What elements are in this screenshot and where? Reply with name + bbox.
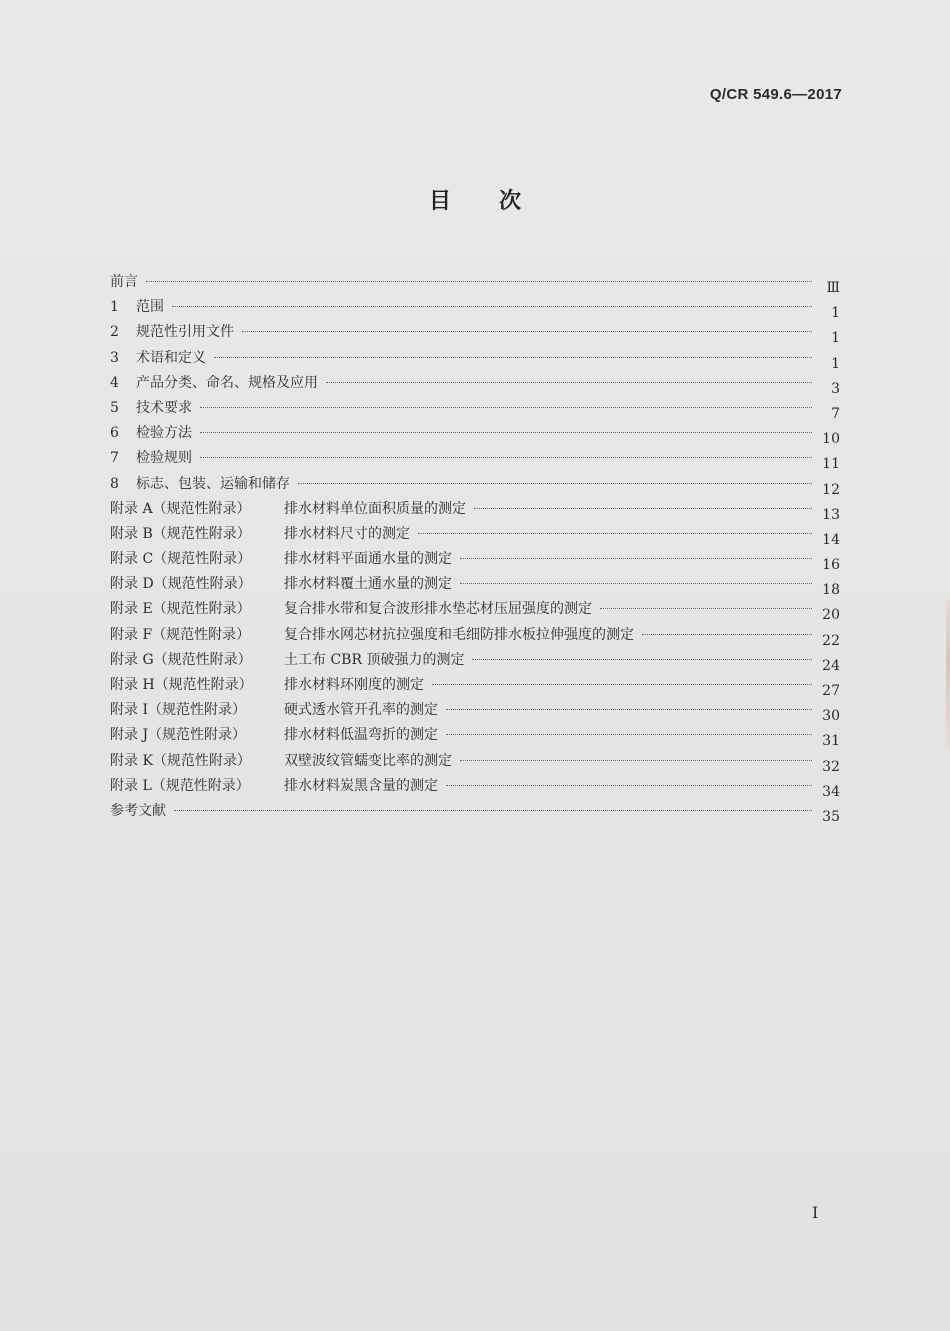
page-number: I [812,1203,819,1222]
toc-entry-page: 18 [822,582,840,599]
toc-entry-page: 16 [822,557,840,574]
toc-leader-dots [600,607,812,609]
toc-leader-dots [446,708,812,710]
toc-entry-appendix: 附录 H（规范性附录） [110,677,253,693]
toc-entry-page: Ⅲ [826,280,840,296]
toc-entry-label: 排水材料平面通水量的测定 [284,551,452,568]
toc-entry-page: 14 [822,531,840,548]
toc-entry-label: 范围 [136,299,164,316]
toc-entry[interactable] [110,799,840,824]
toc-entry-label: 检验方法 [136,425,192,442]
toc-leader-dots [460,582,812,584]
toc-entry[interactable] [110,572,840,597]
toc-entry-page: 12 [822,481,840,498]
toc-entry-appendix: 附录 D（规范性附录） [110,576,252,593]
toc-entry-number: 2 [110,324,119,341]
title-char-2: 次 [499,189,522,214]
toc-entry-page: 1 [831,305,840,322]
toc-entry-label: 复合排水网芯材抗拉强度和毛细防排水板拉伸强度的测定 [284,626,634,643]
toc-entry[interactable] [110,421,840,446]
toc-leader-dots [460,759,812,761]
toc-entry[interactable] [110,346,840,371]
toc-entry-label: 参考文献 [110,802,166,819]
toc-entry-page: 24 [822,657,840,674]
toc-entry-appendix: 附录 B（规范性附录） [110,525,251,542]
toc-entry[interactable] [110,320,840,345]
toc-leader-dots [214,356,812,358]
toc-entry[interactable] [110,547,840,572]
toc-entry[interactable] [110,597,840,622]
toc-entry-page: 20 [822,607,840,624]
toc-entry-appendix: 附录 I（规范性附录） [110,702,246,719]
toc-entry[interactable] [110,472,840,497]
toc-leader-dots [298,482,812,484]
toc-entry-page: 13 [822,506,840,523]
toc-leader-dots [446,784,812,786]
toc-entry-label: 产品分类、命名、规格及应用 [136,374,318,391]
toc-leader-dots [146,280,812,282]
toc-entry-appendix: 附录 F（规范性附录） [110,626,251,643]
toc-leader-dots [326,381,812,383]
toc-entry-label: 技术要求 [136,399,192,416]
toc-leader-dots [172,305,812,307]
scan-edge-mark [946,600,950,750]
toc-entry[interactable] [110,295,840,320]
toc-entry-appendix: 附录 J（规范性附录） [110,727,247,744]
document-code: Q/CR 549.6—2017 [709,86,842,103]
toc-entry-label: 双壁波纹管蠕变比率的测定 [284,752,452,769]
toc-entry-number: 5 [110,399,119,416]
toc-entry-page: 34 [822,783,840,800]
toc-entry[interactable] [110,446,840,471]
toc-entry-page: 30 [822,708,840,725]
toc-entry[interactable] [110,623,840,648]
toc-entry-label: 排水材料单位面积质量的测定 [284,500,466,517]
toc-leader-dots [642,633,812,635]
toc-entry-page: 1 [831,355,840,372]
toc-entry-appendix: 附录 C（规范性附录） [110,551,252,568]
title-char-1: 目 [428,189,451,214]
toc-entry-label: 排水材料环刚度的测定 [284,677,424,693]
toc-entry-number: 6 [110,425,119,442]
toc-entry-page: 32 [822,758,840,775]
toc-entry-label: 排水材料低温弯折的测定 [284,727,438,744]
toc-entry-page: 35 [822,808,840,825]
toc-entry[interactable] [110,522,840,547]
toc-entry-number: 8 [110,475,119,492]
toc-leader-dots [200,406,812,408]
toc-entry-label: 规范性引用文件 [136,324,234,341]
page-title [0,184,950,215]
toc-entry-page: 27 [822,683,840,699]
toc-entry-appendix: 附录 G（规范性附录） [110,651,252,668]
toc-entry-page: 22 [822,632,840,649]
toc-entry-page: 31 [822,733,840,750]
toc-leader-dots [432,683,812,685]
toc-leader-dots [418,532,812,534]
toc-entry-number: 7 [110,450,119,467]
toc-leader-dots [174,809,812,811]
toc-entry-appendix: 附录 L（规范性附录） [110,777,250,794]
toc-entry[interactable] [110,270,840,295]
toc-entry-page: 10 [822,431,840,448]
toc-leader-dots [242,330,812,332]
toc-entry[interactable] [110,648,840,673]
toc-entry-label: 土工布 CBR 顶破强力的测定 [284,651,465,668]
table-of-contents [110,270,840,824]
toc-entry[interactable] [110,723,840,748]
toc-leader-dots [446,733,812,735]
toc-leader-dots [200,456,812,458]
toc-leader-dots [200,431,812,433]
toc-entry-number: 4 [110,374,119,391]
toc-entry-number: 1 [110,299,119,316]
toc-entry-label: 检验规则 [136,450,192,467]
toc-entry-label: 前言 [110,274,138,290]
toc-entry[interactable] [110,749,840,774]
toc-entry-label: 标志、包装、运输和储存 [136,475,290,492]
toc-entry-appendix: 附录 A（规范性附录） [110,500,251,517]
toc-entry-appendix: 附录 E（规范性附录） [110,601,251,618]
toc-entry[interactable] [110,673,840,698]
toc-entry[interactable] [110,774,840,799]
toc-entry-number: 3 [110,349,119,366]
toc-entry-page: 1 [831,330,840,347]
toc-entry-label: 术语和定义 [136,349,206,366]
toc-entry-label: 硬式透水管开孔率的测定 [284,702,438,719]
toc-entry-appendix: 附录 K（规范性附录） [110,752,251,769]
toc-entry[interactable] [110,371,840,396]
toc-leader-dots [474,507,812,509]
toc-leader-dots [472,658,812,660]
toc-entry-page: 3 [831,380,840,397]
toc-leader-dots [460,557,812,559]
toc-entry-label: 排水材料尺寸的测定 [284,525,410,542]
toc-entry[interactable] [110,396,840,421]
toc-entry-label: 排水材料覆土通水量的测定 [284,576,452,593]
toc-entry-page: 11 [822,456,840,473]
toc-entry-page: 7 [831,405,840,422]
toc-entry[interactable] [110,698,840,723]
toc-entry-label: 复合排水带和复合波形排水垫芯材压屈强度的测定 [284,601,592,618]
toc-entry[interactable] [110,497,840,522]
toc-entry-label: 排水材料炭黑含量的测定 [284,777,438,794]
